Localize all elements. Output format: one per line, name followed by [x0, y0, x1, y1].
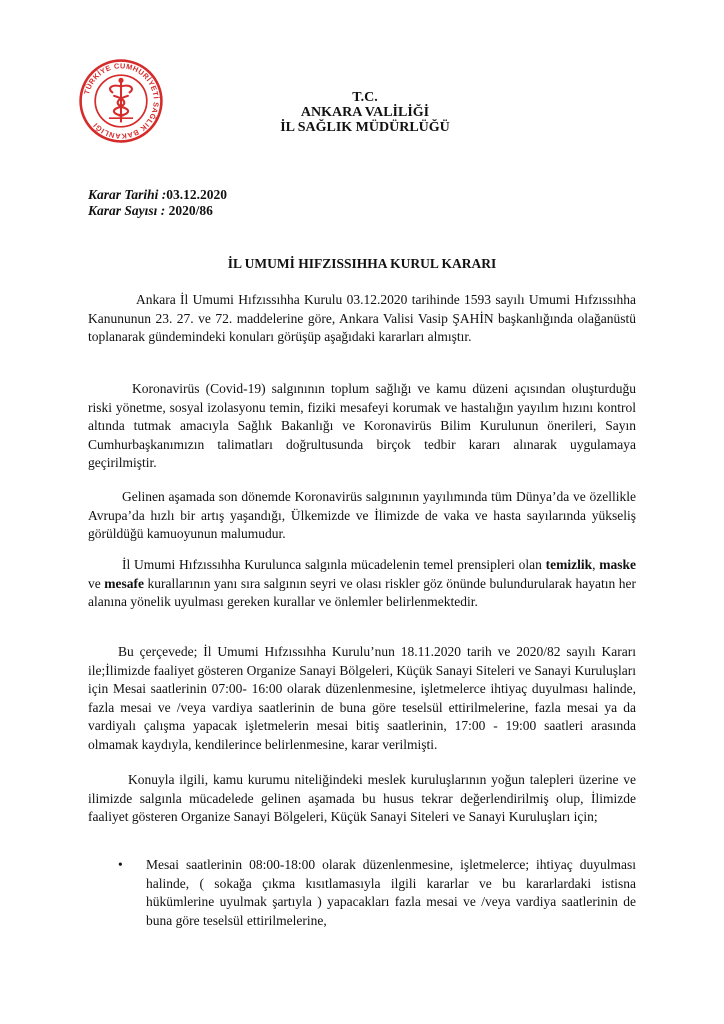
decision-date-value: 03.12.2020 [166, 187, 228, 202]
paragraph-1: Ankara İl Umumi Hıfzıssıhha Kurulu 03.12.2020 tarihinde 1593 sayılı Umumi Hıfzıssıhha Kanununun 23. 27. ve 72. maddelerine göre, Ankara Valisi Vasip ŞAHİN başkanlığında olağanüstü toplanarak gündemindeki konuları görüşüp aşağıdaki kararları almıştır. [88, 292, 636, 345]
bullet-text: Mesai saatlerinin 08:00-18:00 olarak düzenlenmesine, işletmelerce; ihtiyaç duyulması halinde, ( sokağa çıkma kısıtlamasıyla ilgili kararlar ve bu kararlardaki istisna hükümlerine uyulmak şartıyla ) yapacakları fazla mesai ve /veya vardiya saatlerinin de buna göre teselsül ettirilmelerine, [146, 857, 636, 928]
paragraph-6: Konuyla ilgili, kamu kurumu niteliğindeki meslek kuruluşlarının yoğun talepleri üzerine ve ilimizde salgınla mücadelede gelinen aşamada bu husus tekrar değerlendirilmiş olup, İlimizde faaliyet gösteren Organize Sanayi Bölgeleri, Küçük Sanayi Siteleri ve Sanayi Kuruluşları için; [88, 772, 636, 825]
bullet-list-item [118, 856, 636, 930]
header-line-health-directorate: İL SAĞLIK MÜDÜRLÜĞÜ [280, 120, 450, 135]
document-title: İL UMUMİ HIFZISSIHHA KURUL KARARI [227, 256, 497, 271]
seal-ring-text: TÜRKİYE CUMHURİYETİ SAĞLIK BAKANLIĞI [82, 61, 161, 141]
decision-number-label: Karar Sayısı : [88, 203, 166, 218]
keyword-distance: mesafe [104, 575, 145, 591]
header-line-governorship: ANKARA VALİLİĞİ [300, 105, 430, 120]
keyword-cleanliness: temizlik [545, 557, 593, 572]
ministry-of-health-seal [78, 58, 164, 144]
paragraph-5: Bu çerçevede; İl Umumi Hıfzıssıhha Kurulu’nun 18.11.2020 tarih ve 2020/82 sayılı Kararı ile;İlimizde faaliyet gösteren Organize Sanayi Bölgeleri, Küçük Sanayi Siteleri ve Sanayi Kuruluşları için Mesai saatlerinin 07:00- 16:00 olarak düzenlenmesine, işletmelerce ihtiyaç duyulması halinde, fazla mesai ve /veya vardiya saatlerinin de buna göre teselsül ettirilmelerine, fazla mesai ya da vardiyalı çalışma yapacak işletmelerin mesai bitiş saatlerinin, 17:00 - 19:00 saatleri arasında olmamak kaydıyla, kendilerince belirlenmesine, karar verilmişti. [88, 644, 636, 752]
decision-date-label: Karar Tarihi : [88, 187, 167, 202]
bullet-marker: • [118, 857, 123, 872]
decision-number-value: 2020/86 [165, 203, 213, 218]
decision-number-row [88, 203, 227, 219]
keyword-mask: maske [599, 557, 636, 572]
decision-meta [88, 187, 227, 219]
paragraph-4-text-g: kurallarının yanı sıra salgının seyri ve olası riskler göz önünde bulundurularak hayatın her alanına yönelik uyulması gereken kurallar ve önlemler belirlenmektedir. [88, 575, 636, 610]
paragraph-4 [88, 556, 636, 612]
paragraph-4-text-a: İl Umumi Hıfzıssıhha Kurulunca salgınla mücadelenin temel prensipleri olan [122, 557, 546, 572]
header-line-tc: T.C. [352, 90, 378, 105]
paragraph-2: Koronavirüs (Covid-19) salgınının toplum sağlığı ve kamu düzeni açısından oluşturduğu riski yönetme, sosyal izolasyonu temin, fiziki mesafeyi korumak ve hastalığın yayılım hızını kontrol altında tutmak amacıyla Sağlık Bakanlığı ve Koronavirüs Bilim Kurulunun önerileri, Sayın Cumhurbaşkanımızın talimatları doğrultusunda birçok tedbir kararı alınarak uygulamaya geçirilmiştir. [88, 381, 636, 471]
paragraph-3: Gelinen aşamada son dönemde Koronavirüs salgınının yayılımında tüm Dünya’da ve özellikle Avrupa’da hızlı bir artış yaşandığı, Ülkemizde ve İlimizde de vaka ve hasta sayılarında yükseliş görüldüğü kamuoyunun malumudur. [88, 489, 636, 542]
decision-date-row [88, 187, 227, 203]
document-header [240, 90, 490, 135]
paragraph-4-text-e: ve [88, 575, 105, 591]
paragraph-4-text-c: , [592, 557, 600, 572]
